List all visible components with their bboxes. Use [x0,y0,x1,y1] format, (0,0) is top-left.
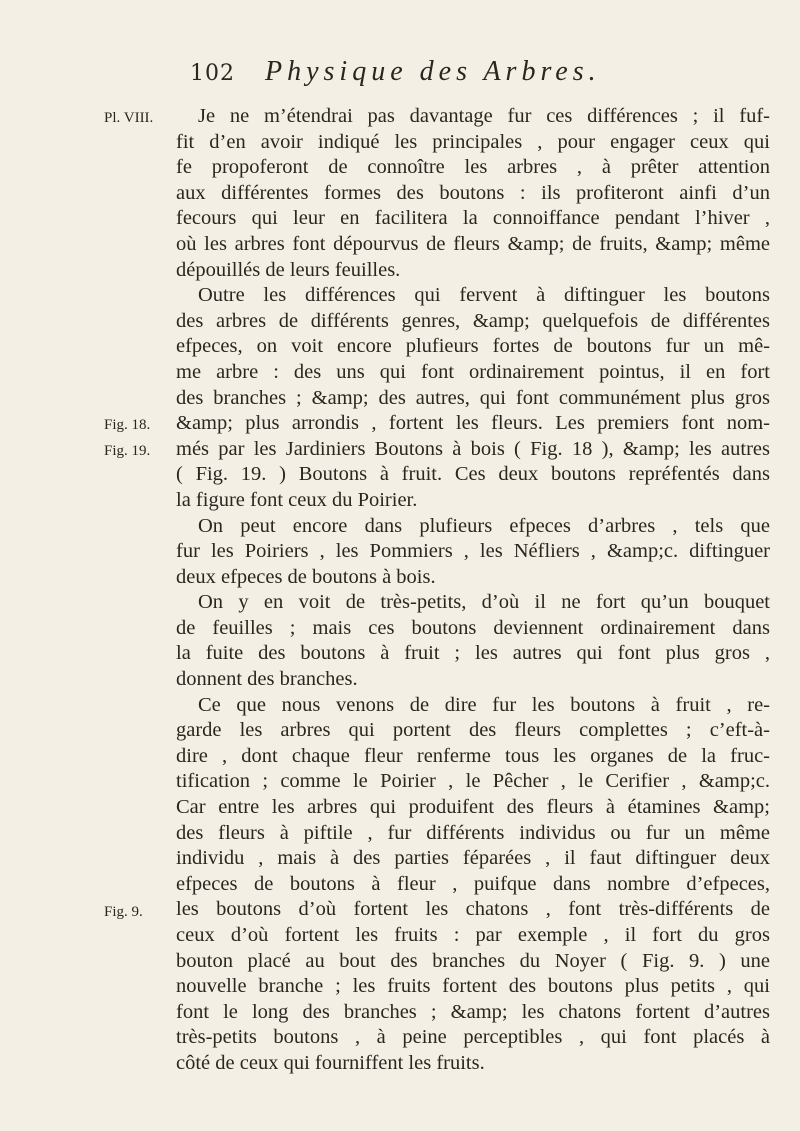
page-header [190,56,770,96]
text-line: Outre les différences qui fervent à diftinguer les boutons [198,284,770,307]
text-line: ceux d’où fortent les fruits : par exemple , il fort du gros [176,924,770,946]
text-line: donnent des branches. [176,668,358,691]
text-line: fit d’en avoir indiqué les principales , pour engager ceux qui [176,130,770,153]
text-line: de feuilles ; mais ces boutons deviennent ordinairement dans [176,616,770,639]
margin-note: Pl. VIII. [104,110,154,126]
text-line: On y en voit de très-petits, d’où il ne fort qu’un bouquet [198,591,770,614]
body-text [176,104,770,1077]
margin-note: Fig. 18. [104,417,151,434]
text-line: On peut encore dans plufieurs efpeces d’arbres , tels que [198,514,770,537]
text-line: deux efpeces de boutons à bois. [176,565,436,588]
text-line: dire , dont chaque fleur renferme tous les organes de la fruc- [176,744,770,767]
text-line: font le long des branches ; &amp; les chatons fortent d’autres [176,1000,770,1023]
text-line: bouton placé au bout des branches du Noyer ( Fig. 9. ) une [176,949,770,972]
text-line: dépouillés de leurs feuilles. [176,258,401,281]
text-line: efpeces de boutons à fleur , puifque dans nombre d’efpeces, [176,872,770,895]
text-line: fecours qui leur en facilitera la connoiffance pendant l’hiver , [176,207,770,230]
text-line: très-petits boutons , à peine perceptibles , qui font placés à [176,1026,770,1049]
text-line: des fleurs à piftile , fur différents individus ou fur un même [176,821,770,844]
text-line: Car entre les arbres qui produifent des fleurs à étamines &amp; [176,796,770,819]
text-line: efpeces, on voit encore plufieurs fortes de boutons fur un mê- [176,335,770,358]
text-line: individu , mais à des parties féparées , il faut diftinguer deux [176,847,770,870]
text-line: où les arbres font dépourvus de fleurs &amp; de fruits, &amp; même [176,232,770,255]
margin-note: Fig. 19. [104,442,151,459]
text-line: côté de ceux qui fourniffent les fruits. [176,1051,485,1074]
text-line: &amp; plus arrondis , fortent les fleurs. Les premiers font nom- [176,412,770,435]
text-line: tification ; comme le Poirier , le Pêcher , le Cerifier , &amp;c. [176,770,770,793]
text-line: més par les Jardiniers Boutons à bois ( Fig. 18 ), &amp; les autres [176,437,770,460]
text-line: me arbre : des uns qui font ordinairement pointus, il en fort [176,360,770,383]
text-line: des branches ; &amp; des autres, qui font communément plus gros [176,386,770,409]
text-line: Je ne m’étendrai pas davantage fur ces différences ; il fuf- [198,105,770,127]
margin-note: Fig. 9. [104,903,143,920]
text-line: nouvelle branche ; les fruits fortent des boutons plus petits , qui [176,975,770,998]
text-line: Ce que nous venons de dire fur les boutons à fruit , re- [198,693,770,716]
page-number: 102 [190,61,235,86]
text-line: aux différentes formes des boutons : ils profiteront ainfi d’un [176,181,770,204]
text-line: des arbres de différents genres, &amp; quelquefois de différentes [176,309,770,332]
text-line: fur les Poiriers , les Pommiers , les Néfliers , &amp;c. diftinguer [176,540,770,563]
text-line: les boutons d’où fortent les chatons , font très-différents de [176,898,770,921]
running-title: Physique des Arbres. [265,56,601,87]
text-line: garde les arbres qui portent des fleurs complettes ; c’eft-à- [176,719,770,742]
text-line: la figure font ceux du Poirier. [176,488,418,511]
text-line: la fuite des boutons à fruit ; les autres qui font plus gros , [176,642,770,665]
text-line: fe propoferont de connoître les arbres , à prêter attention [176,156,770,179]
text-line: ( Fig. 19. ) Boutons à fruit. Ces deux boutons repréfentés dans [176,463,770,486]
